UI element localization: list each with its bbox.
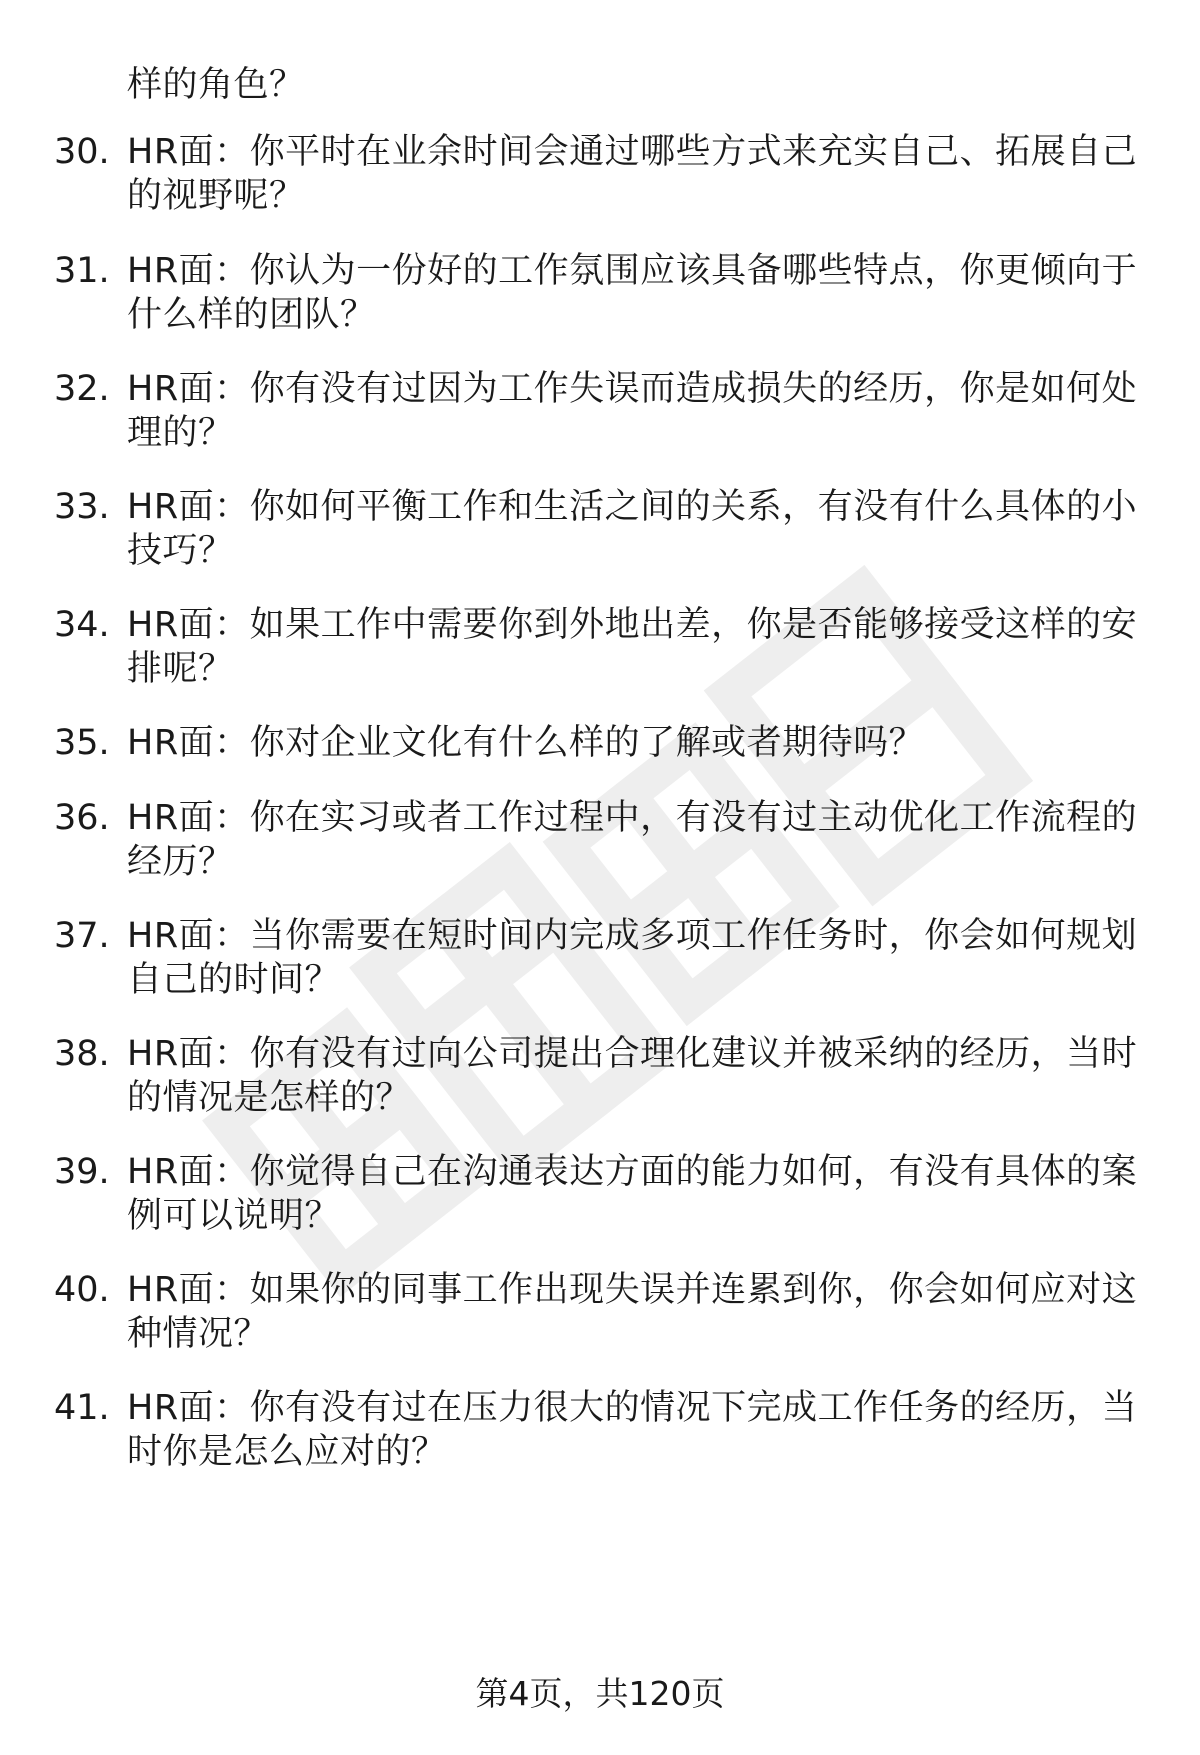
- item-number: 35.: [54, 723, 110, 763]
- item-text-line1: HR面：你认为一份好的工作氛围应该具备哪些特点，你更倾向于: [127, 251, 1138, 291]
- item-text-line2: 种情况？: [127, 1314, 270, 1354]
- item-number: 34.: [54, 605, 110, 645]
- item-text-line1: HR面：你有没有过向公司提出合理化建议并被采纳的经历，当时: [127, 1034, 1138, 1074]
- item-text-line2: 的视野呢？: [127, 176, 305, 216]
- item-number: 37.: [54, 916, 110, 956]
- page-number-footer: 第4页，共120页: [475, 1674, 725, 1713]
- item-number: 41.: [54, 1388, 110, 1428]
- item-text-line1: HR面：你有没有过在压力很大的情况下完成工作任务的经历，当: [127, 1388, 1138, 1428]
- item-number: 31.: [54, 251, 110, 291]
- item-text-line1: HR面：如果工作中需要你到外地出差，你是否能够接受这样的安: [127, 605, 1138, 645]
- continuation-text: 样的角色？: [127, 65, 305, 105]
- item-text-line2: 排呢？: [127, 649, 234, 689]
- item-text-line2: 例可以说明？: [127, 1196, 341, 1236]
- item-text-line1: HR面：你觉得自己在沟通表达方面的能力如何，有没有具体的案: [127, 1152, 1138, 1192]
- item-number: 40.: [54, 1270, 110, 1310]
- item-text-line2: 经历？: [127, 842, 234, 882]
- item-text-line2: 理的？: [127, 413, 234, 453]
- item-text-line1: HR面：如果你的同事工作出现失误并连累到你，你会如何应对这: [127, 1270, 1138, 1310]
- item-number: 33.: [54, 487, 110, 527]
- item-text-line1: HR面：你如何平衡工作和生活之间的关系，有没有什么具体的小: [127, 487, 1138, 527]
- item-text-line1: HR面：你有没有过因为工作失误而造成损失的经历，你是如何处: [127, 369, 1138, 409]
- item-text-line1: HR面：你对企业文化有什么样的了解或者期待吗？: [127, 723, 925, 763]
- item-number: 39.: [54, 1152, 110, 1192]
- item-text-line1: HR面：你平时在业余时间会通过哪些方式来充实自己、拓展自己: [127, 132, 1138, 172]
- item-text-line1: HR面：你在实习或者工作过程中，有没有过主动优化工作流程的: [127, 798, 1138, 838]
- item-text-line2: 技巧？: [127, 531, 234, 571]
- item-text-line1: HR面：当你需要在短时间内完成多项工作任务时，你会如何规划: [127, 916, 1138, 956]
- item-number: 30.: [54, 132, 110, 172]
- item-text-line2: 的情况是怎样的？: [127, 1078, 412, 1118]
- item-text-line2: 自己的时间？: [127, 960, 341, 1000]
- item-number: 38.: [54, 1034, 110, 1074]
- item-number: 32.: [54, 369, 110, 409]
- item-text-line2: 什么样的团队？: [127, 295, 376, 335]
- item-text-line2: 时你是怎么应对的？: [127, 1432, 447, 1472]
- item-number: 36.: [54, 798, 110, 838]
